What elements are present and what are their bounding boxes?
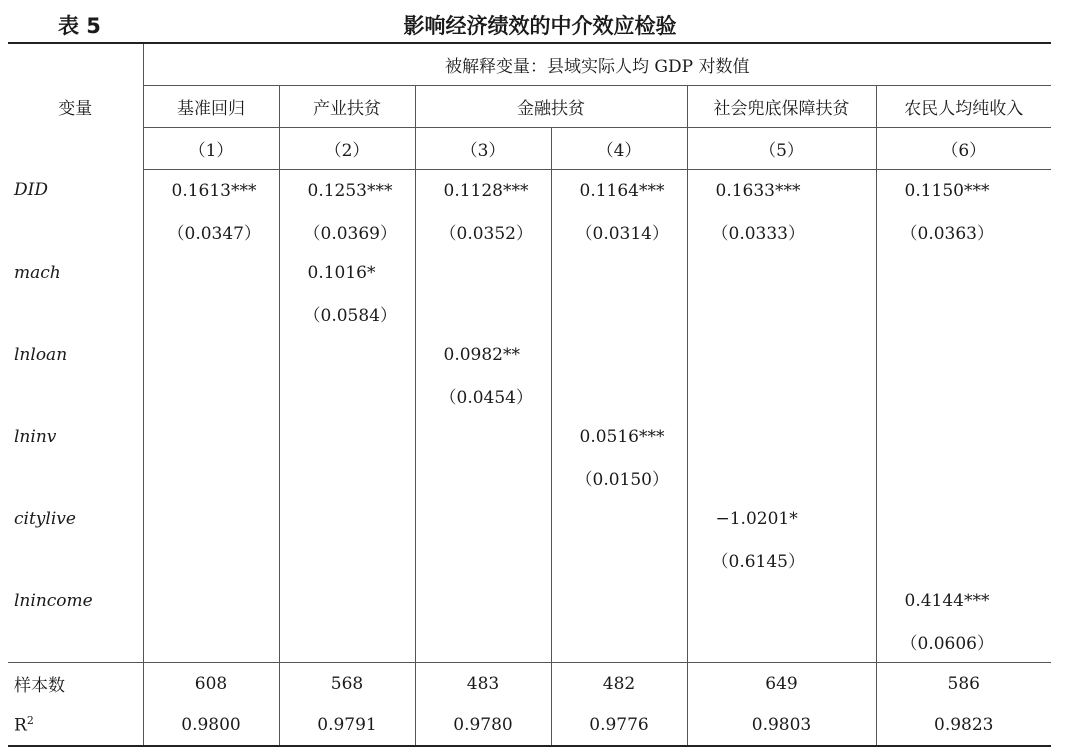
coefficient-cell: 0.1150*** (876, 170, 1051, 212)
coefficient-cell (551, 498, 687, 539)
column-number: （6） (876, 128, 1051, 170)
variable-header: 变量 (8, 43, 143, 170)
standard-error-cell: （0.0347） (143, 211, 279, 252)
standard-error-cell (876, 539, 1051, 580)
coefficient-cell: −1.0201* (687, 498, 876, 539)
coefficient-cell (279, 498, 415, 539)
coefficient-cell (551, 580, 687, 621)
column-number: （5） (687, 128, 876, 170)
standard-error-cell (687, 293, 876, 334)
sample-size-label: 样本数 (14, 676, 65, 696)
coefficient-cell (279, 416, 415, 457)
table-row (8, 498, 1051, 539)
r-squared-cell: 0.9791 (279, 704, 415, 746)
variable-name: citylive (14, 508, 76, 529)
r-squared-cell: 0.9803 (687, 704, 876, 746)
r-squared-cell: 0.9776 (551, 704, 687, 746)
table-row (8, 334, 1051, 375)
column-number: （2） (279, 128, 415, 170)
table-row (8, 170, 1051, 212)
variable-spacer (8, 457, 143, 498)
standard-error-cell: （0.0150） (551, 457, 687, 498)
variable-spacer (8, 293, 143, 334)
variable-name: lninv (14, 426, 57, 447)
group-header: 基准回归 (143, 86, 279, 128)
coefficient-cell (415, 498, 551, 539)
standard-error-cell: （0.0352） (415, 211, 551, 252)
dependent-variable-header: 被解释变量：县域实际人均 GDP 对数值 (143, 43, 1051, 86)
column-number: （4） (551, 128, 687, 170)
coefficient-cell (415, 416, 551, 457)
standard-error-cell (551, 375, 687, 416)
standard-error-cell (279, 457, 415, 498)
sample-size-cell: 649 (687, 663, 876, 705)
group-header: 金融扶贫 (415, 86, 687, 128)
coefficient-cell: 0.0982** (415, 334, 551, 375)
r-squared-cell: 0.9780 (415, 704, 551, 746)
coefficient-cell: 0.1253*** (279, 170, 415, 212)
standard-error-cell (551, 621, 687, 663)
table-row (8, 211, 1051, 252)
coefficient-cell: 0.1613*** (143, 170, 279, 212)
standard-error-cell (279, 375, 415, 416)
table-row (8, 252, 1051, 293)
coefficient-cell (551, 334, 687, 375)
coefficient-cell (279, 334, 415, 375)
coefficient-cell (876, 498, 1051, 539)
coefficient-cell (415, 252, 551, 293)
standard-error-cell (687, 375, 876, 416)
sample-size-cell: 586 (876, 663, 1051, 705)
standard-error-cell: （0.0369） (279, 211, 415, 252)
coefficient-cell (143, 416, 279, 457)
standard-error-cell (415, 457, 551, 498)
coefficient-cell: 0.4144*** (876, 580, 1051, 621)
coefficient-cell (143, 580, 279, 621)
column-number: （1） (143, 128, 279, 170)
coefficient-cell (687, 252, 876, 293)
standard-error-cell (415, 539, 551, 580)
standard-error-cell (143, 457, 279, 498)
coefficient-cell: 0.1016* (279, 252, 415, 293)
standard-error-cell: （0.0454） (415, 375, 551, 416)
r-squared-cell: 0.9823 (876, 704, 1051, 746)
standard-error-cell (876, 457, 1051, 498)
standard-error-cell (143, 375, 279, 416)
standard-error-cell (551, 539, 687, 580)
variable-name: mach (14, 262, 61, 283)
table-row (8, 293, 1051, 334)
variable-spacer (8, 375, 143, 416)
variable-spacer (8, 539, 143, 580)
table-caption (0, 6, 1080, 40)
standard-error-cell (279, 621, 415, 663)
standard-error-cell: （0.0363） (876, 211, 1051, 252)
table-row (8, 704, 1051, 746)
standard-error-cell (415, 293, 551, 334)
standard-error-cell (687, 457, 876, 498)
group-header: 农民人均纯收入 (876, 86, 1051, 128)
table-row (8, 539, 1051, 580)
coefficient-cell (551, 252, 687, 293)
regression-table (8, 42, 1051, 747)
table-row (8, 621, 1051, 663)
variable-spacer (8, 211, 143, 252)
sample-size-cell: 608 (143, 663, 279, 705)
coefficient-cell (687, 580, 876, 621)
variable-spacer (8, 621, 143, 663)
coefficient-cell (876, 252, 1051, 293)
coefficient-cell: 0.1164*** (551, 170, 687, 212)
r-squared-superscript: 2 (26, 713, 34, 727)
coefficient-cell (415, 580, 551, 621)
r-squared-letter: R (14, 715, 27, 736)
variable-name: lnincome (14, 590, 93, 611)
table-row (8, 375, 1051, 416)
standard-error-cell: （0.0333） (687, 211, 876, 252)
coefficient-cell (279, 580, 415, 621)
table-title: 影响经济绩效的中介效应检验 (403, 14, 677, 38)
standard-error-cell (876, 375, 1051, 416)
column-number: （3） (415, 128, 551, 170)
coefficient-cell (687, 416, 876, 457)
group-header: 产业扶贫 (279, 86, 415, 128)
table-row (8, 416, 1051, 457)
variable-name: lnloan (14, 344, 68, 365)
coefficient-cell (876, 334, 1051, 375)
coefficient-cell (687, 334, 876, 375)
standard-error-cell (687, 621, 876, 663)
standard-error-cell (415, 621, 551, 663)
coefficient-cell (143, 498, 279, 539)
coefficient-cell (143, 252, 279, 293)
table-row (8, 663, 1051, 705)
standard-error-cell (876, 293, 1051, 334)
table-row (8, 457, 1051, 498)
standard-error-cell: （0.6145） (687, 539, 876, 580)
standard-error-cell (551, 293, 687, 334)
coefficient-cell (876, 416, 1051, 457)
standard-error-cell: （0.0584） (279, 293, 415, 334)
sample-size-cell: 568 (279, 663, 415, 705)
standard-error-cell (279, 539, 415, 580)
coefficient-cell: 0.0516*** (551, 416, 687, 457)
standard-error-cell: （0.0606） (876, 621, 1051, 663)
standard-error-cell (143, 621, 279, 663)
r-squared-label (8, 704, 143, 746)
r-squared-cell: 0.9800 (143, 704, 279, 746)
coefficient-cell: 0.1128*** (415, 170, 551, 212)
sample-size-cell: 482 (551, 663, 687, 705)
coefficient-cell (143, 334, 279, 375)
standard-error-cell: （0.0314） (551, 211, 687, 252)
group-header: 社会兜底保障扶贫 (687, 86, 876, 128)
variable-name: DID (14, 180, 48, 201)
coefficient-cell: 0.1633*** (687, 170, 876, 212)
table-row (8, 580, 1051, 621)
sample-size-cell: 483 (415, 663, 551, 705)
table-number: 表 5 (58, 14, 101, 38)
standard-error-cell (143, 293, 279, 334)
standard-error-cell (143, 539, 279, 580)
